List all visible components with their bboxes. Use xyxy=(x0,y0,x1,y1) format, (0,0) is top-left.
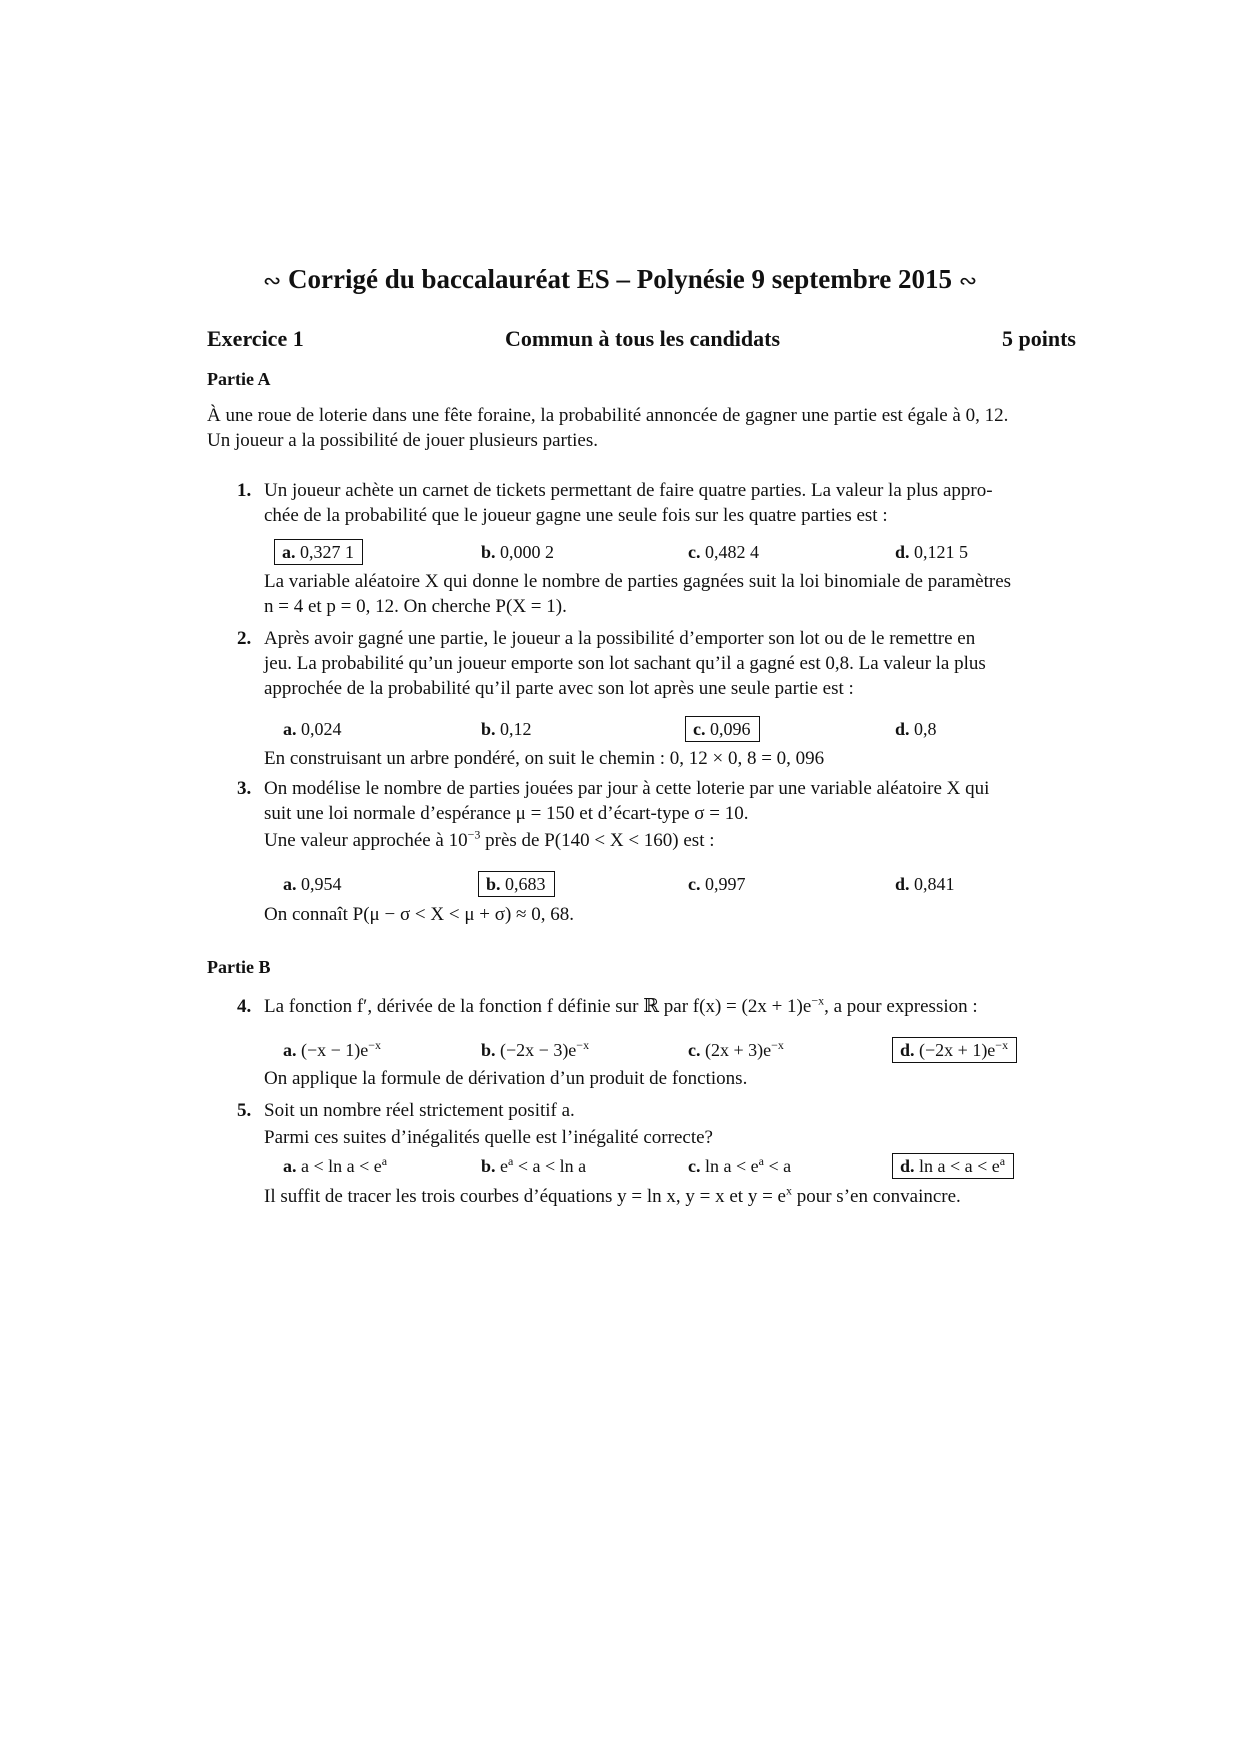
q5-option-c: c. $\ln a < e^a < a$ xyxy=(688,1154,792,1176)
q3-option-a: a. 0,954 xyxy=(283,874,342,894)
q2-option-c xyxy=(694,717,760,742)
q2-number: 2. xyxy=(237,628,252,649)
q2-option-b: b. 0,12 xyxy=(481,719,532,739)
q4-number: 4. xyxy=(237,996,252,1017)
q3-line2: suit une loi normale d’espérance μ = 150 et d’écart-type σ = 10. xyxy=(264,803,749,824)
q4-answer-line1: On applique la formule de dérivation d’un produit de fonctions. xyxy=(264,1068,748,1089)
q4-correct-box: d. $(-2x + 1)e^{-x}$ xyxy=(892,1037,1017,1063)
q5-option-a: a. $a < \ln a < e^a$ xyxy=(283,1154,388,1176)
q3-correct-box: b. 0,683 xyxy=(478,871,555,897)
q5-number: 5. xyxy=(237,1100,252,1121)
q2-line1: Après avoir gagné une partie, le joueur a la possibilité d’emporter son lot ou de le remettre en xyxy=(264,628,976,649)
q3-option-b xyxy=(487,872,555,897)
partie-b-heading: Partie B xyxy=(207,957,271,977)
partie-a-heading: Partie A xyxy=(207,369,271,389)
q2-line3: approchée de la probabilité qu’il parte avec son lot après une seule partie est : xyxy=(264,678,854,699)
exercise-name: Exercice 1 xyxy=(207,326,304,351)
exercise-subtitle: Commun à tous les candidats xyxy=(505,326,781,351)
left-ornament-icon: ∾ xyxy=(262,268,282,293)
q5-option-d xyxy=(901,1154,1014,1179)
q4-option-b: b. $(-2x - 3)e^{-x}$ xyxy=(481,1038,590,1060)
q2-option-d: d. 0,8 xyxy=(895,719,937,739)
q1-line1: Un joueur achète un carnet de tickets permettant de faire quatre parties. La valeur la plus appro- xyxy=(264,480,993,501)
q3-option-d: d. 0,841 xyxy=(895,874,955,894)
q2-answer-line1: En construisant un arbre pondéré, on suit le chemin : 0, 12 × 0, 8 = 0, 096 xyxy=(264,748,825,769)
q2-option-a: a. 0,024 xyxy=(283,719,342,739)
q3-line3: Une valeur approchée à $10^{-3}$ près de P(140 < X < 160) est : xyxy=(264,827,715,851)
q2-line2: jeu. La probabilité qu’un joueur emporte son lot sachant qu’il a gagné est 0,8. La valeur la plus xyxy=(264,653,986,674)
document-title xyxy=(0,262,1240,298)
q4-option-c: c. $(2x + 3)e^{-x}$ xyxy=(688,1038,784,1060)
title-text: Corrigé du baccalauréat ES – Polynésie 9 septembre 2015 xyxy=(288,264,952,294)
q5-line2: Parmi ces suites d’inégalités quelle est l’inégalité correcte? xyxy=(264,1127,713,1148)
q1-correct-box: a. 0,327 1 xyxy=(274,539,363,565)
q4-option-d xyxy=(901,1038,1017,1063)
q3-number: 3. xyxy=(237,778,252,799)
q1-option-b: b. 0,000 2 xyxy=(481,542,555,562)
partie-a-intro-line2: Un joueur a la possibilité de jouer plusieurs parties. xyxy=(207,430,598,451)
q1-option-c: c. 0,482 4 xyxy=(688,542,759,562)
q5-correct-box: d. $\ln a < a < e^a$ xyxy=(892,1153,1014,1179)
q5-option-b: b. $e^a < a < \ln a$ xyxy=(481,1154,587,1176)
q5-line1: Soit un nombre réel strictement positif a. xyxy=(264,1100,575,1121)
right-ornament-icon: ∾ xyxy=(958,268,978,293)
q3-option-c: c. 0,997 xyxy=(688,874,746,894)
q4-line1: La fonction f′, dérivée de la fonction f définie sur ℝ par $f(x) = (2x + 1)e^{-x}$, a pour expression : xyxy=(264,993,978,1017)
q1-answer-line2: n = 4 et p = 0, 12. On cherche P(X = 1). xyxy=(264,596,567,617)
q1-option-a xyxy=(283,540,363,565)
q4-option-a: a. $(-x - 1)e^{-x}$ xyxy=(283,1038,382,1060)
q2-correct-box: c. 0,096 xyxy=(685,716,760,742)
q3-answer-line1: On connaît P(μ − σ < X < μ + σ) ≈ 0, 68. xyxy=(264,904,574,925)
q3-line1: On modélise le nombre de parties jouées par jour à cette loterie par une variable aléatoire X qui xyxy=(264,778,990,799)
exercise-points: 5 points xyxy=(1002,326,1076,351)
q5-answer-line1: Il suffit de tracer les trois courbes d’équations y = ln x, y = x et $y = e^x$ pour s’en convaincre. xyxy=(264,1183,961,1207)
q1-option-d: d. 0,121 5 xyxy=(895,542,969,562)
q1-answer-line1: La variable aléatoire X qui donne le nombre de parties gagnées suit la loi binomiale de paramètres xyxy=(264,571,1012,592)
q1-number: 1. xyxy=(237,480,252,501)
q1-line2: chée de la probabilité que le joueur gagne une seule fois sur les quatre parties est : xyxy=(264,505,888,526)
partie-a-intro-line1: À une roue de loterie dans une fête foraine, la probabilité annoncée de gagner une partie est égale à 0, 12. xyxy=(207,405,1009,426)
